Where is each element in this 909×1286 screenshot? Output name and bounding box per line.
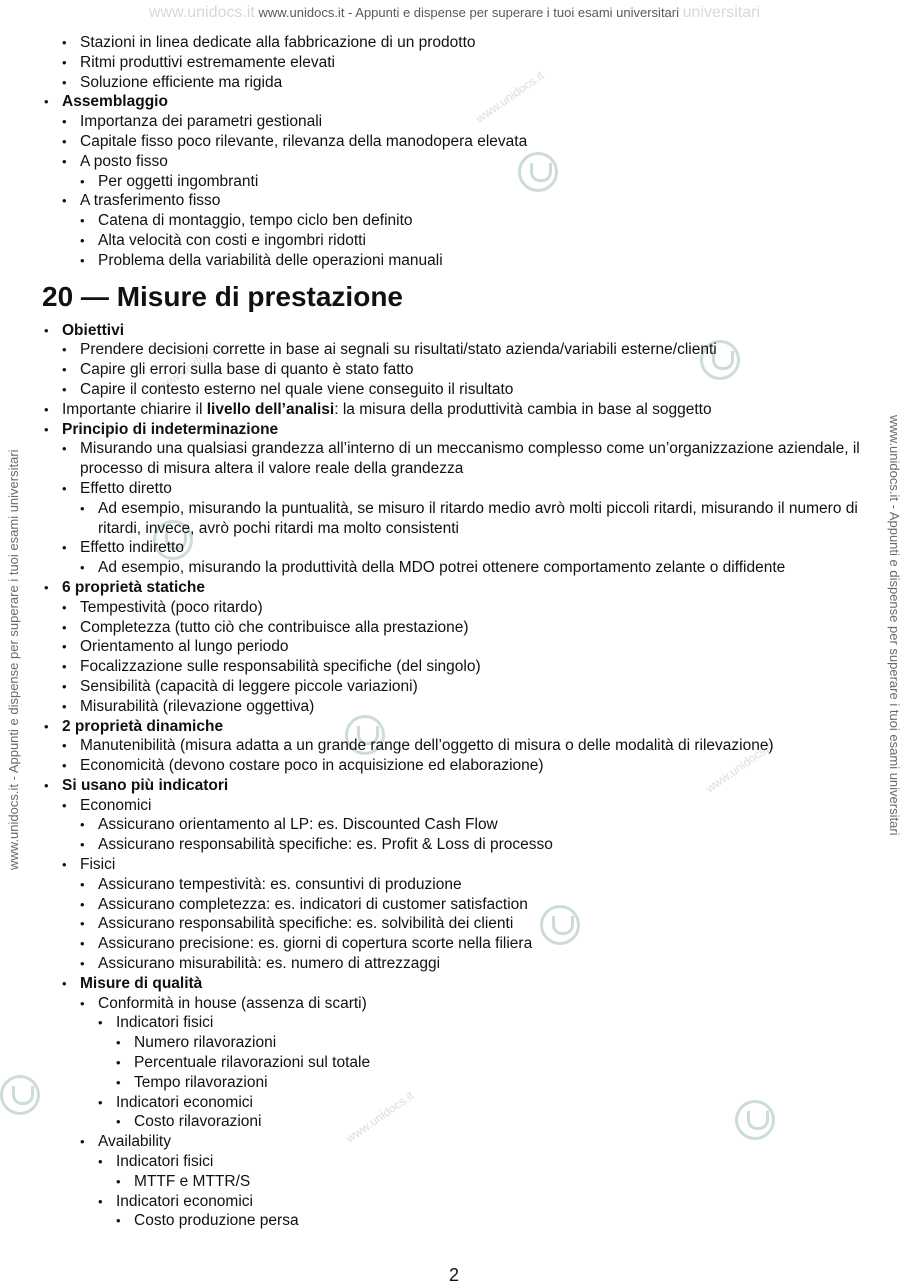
list-item-text: Economicità (devono costare poco in acquisizione ed elaborazione) xyxy=(80,757,544,775)
list-item xyxy=(42,420,882,440)
main-bullet-list xyxy=(42,321,882,1232)
list-item xyxy=(42,172,882,192)
list-item-text: Ritmi produttivi estremamente elevati xyxy=(80,53,335,71)
list-item-text: Ad esempio, misurando la produttività della MDO potrei ottenere comportamento zelante o diffidente xyxy=(98,559,786,577)
list-item xyxy=(42,618,882,638)
list-item-text: Numero rilavorazioni xyxy=(134,1034,277,1052)
list-item xyxy=(42,1053,882,1073)
list-item-text: Assicurano orientamento al LP: es. Discounted Cash Flow xyxy=(98,816,498,834)
list-item-text: Capire il contesto esterno nel quale viene conseguito il risultato xyxy=(80,380,514,398)
list-item xyxy=(42,954,882,974)
watermark-ghost-right: universitari xyxy=(682,4,760,21)
watermark-diagonal: www.unidocs.it xyxy=(703,738,777,796)
list-item xyxy=(42,994,882,1014)
list-item xyxy=(42,1112,882,1132)
document-body xyxy=(42,33,882,1231)
list-item-text: Percentuale rilavorazioni sul totale xyxy=(134,1054,371,1072)
list-item-text: Prendere decisioni corrette in base ai segnali su risultati/stato azienda/variabili esterne/clienti xyxy=(80,341,717,359)
list-item xyxy=(42,736,882,756)
list-item-text: Importante chiarire il xyxy=(62,400,207,418)
list-item xyxy=(42,340,882,360)
list-item xyxy=(42,637,882,657)
list-item-text: A trasferimento fisso xyxy=(80,192,221,210)
list-item-text: Assicurano misurabilità: es. numero di attrezzaggi xyxy=(98,955,441,973)
watermark-diagonal: www.unidocs.it xyxy=(343,1088,417,1146)
list-item xyxy=(42,479,882,499)
list-item-text: Tempo rilavorazioni xyxy=(134,1073,268,1091)
list-item-text: Misurando una qualsiasi grandezza all’interno di un meccanismo complesso come un’organizzazione aziendale, il processo di misura altera il valore reale della grandezza xyxy=(80,440,860,478)
list-item xyxy=(42,33,882,53)
list-item xyxy=(42,776,882,796)
list-item-text: Economici xyxy=(80,796,152,814)
watermark-header xyxy=(0,4,909,22)
list-item xyxy=(42,657,882,677)
list-item xyxy=(42,558,882,578)
list-item-text: Indicatori economici xyxy=(116,1192,253,1210)
list-item xyxy=(42,132,882,152)
list-item xyxy=(42,211,882,231)
list-item-text: Effetto indiretto xyxy=(80,539,184,557)
list-item-text: Orientamento al lungo periodo xyxy=(80,638,289,656)
list-item-text: Fisici xyxy=(80,856,116,874)
list-item xyxy=(42,677,882,697)
list-item xyxy=(42,538,882,558)
list-item xyxy=(42,251,882,271)
list-item xyxy=(42,914,882,934)
list-item-text: 2 proprietà dinamiche xyxy=(62,717,224,735)
list-item xyxy=(42,400,882,420)
list-item xyxy=(42,835,882,855)
list-item-text: Indicatori economici xyxy=(116,1093,253,1111)
list-item xyxy=(42,717,882,737)
list-item xyxy=(42,1033,882,1053)
list-item-text: Conformità in house (assenza di scarti) xyxy=(98,994,367,1012)
list-item-text: Focalizzazione sulle responsabilità specifiche (del singolo) xyxy=(80,658,481,676)
list-item-text: Availability xyxy=(98,1133,171,1151)
list-item-text: Catena di montaggio, tempo ciclo ben definito xyxy=(98,212,413,230)
list-item xyxy=(42,895,882,915)
watermark-diagonal: www.unidocs.it xyxy=(153,338,227,396)
page-number: 2 xyxy=(449,1265,460,1285)
list-item-text: Assicurano responsabilità specifiche: es. solvibilità dei clienti xyxy=(98,915,514,933)
list-item xyxy=(42,598,882,618)
watermark-diagonal: www.unidocs.it xyxy=(473,68,547,126)
list-item xyxy=(42,1192,882,1212)
list-item xyxy=(42,974,882,994)
list-item-text: Assicurano responsabilità specifiche: es. Profit & Loss di processo xyxy=(98,836,553,854)
list-item-text: MTTF e MTTR/S xyxy=(134,1172,251,1190)
list-item xyxy=(42,1132,882,1152)
top-bullet-list xyxy=(42,33,882,271)
list-item xyxy=(42,1013,882,1033)
list-item-text: Assicurano completezza: es. indicatori di customer satisfaction xyxy=(98,895,528,913)
list-item-text: Principio di indeterminazione xyxy=(62,420,279,438)
list-item-text: Capire gli errori sulla base di quanto è stato fatto xyxy=(80,361,414,379)
list-item-text: 6 proprietà statiche xyxy=(62,578,205,596)
list-item-text: Assemblaggio xyxy=(62,93,168,111)
section-title: 20 — Misure di prestazione xyxy=(42,280,403,312)
list-item-text: Alta velocità con costi e ingombri ridotti xyxy=(98,231,366,249)
list-item xyxy=(42,855,882,875)
list-item xyxy=(42,934,882,954)
list-item xyxy=(42,92,882,112)
watermark-side-left: www.unidocs.it - Appunti e dispense per superare i tuoi esami universitari xyxy=(6,449,21,870)
list-item xyxy=(42,380,882,400)
watermark-header-text: www.unidocs.it - Appunti e dispense per superare i tuoi esami universitari xyxy=(258,5,679,20)
list-item xyxy=(42,697,882,717)
list-item-text: Completezza (tutto ciò che contribuisce alla prestazione) xyxy=(80,618,469,636)
list-item xyxy=(42,1093,882,1113)
list-item-text: Per oggetti ingombranti xyxy=(98,172,259,190)
watermark-ghost-left: www.unidocs.it xyxy=(149,4,255,21)
list-item xyxy=(42,152,882,172)
list-item-text: Sensibilità (capacità di leggere piccole variazioni) xyxy=(80,677,418,695)
list-item-text: Obiettivi xyxy=(62,321,125,339)
list-item xyxy=(42,578,882,598)
list-item xyxy=(42,360,882,380)
list-item-text: Costo produzione persa xyxy=(134,1212,299,1230)
list-item xyxy=(42,499,882,539)
list-item xyxy=(42,815,882,835)
list-item xyxy=(42,875,882,895)
list-item-text: Capitale fisso poco rilevante, rilevanza della manodopera elevata xyxy=(80,132,528,150)
list-item-text: Indicatori fisici xyxy=(116,1153,214,1171)
list-item xyxy=(42,1152,882,1172)
list-item xyxy=(42,1172,882,1192)
list-item-text: Problema della variabilità delle operazioni manuali xyxy=(98,251,443,269)
list-item-text: Effetto diretto xyxy=(80,479,172,497)
list-item-text: Soluzione efficiente ma rigida xyxy=(80,73,283,91)
list-item xyxy=(42,439,882,479)
watermark-side-right: www.unidocs.it - Appunti e dispense per superare i tuoi esami universitari xyxy=(887,415,902,836)
list-item xyxy=(42,191,882,211)
list-item xyxy=(42,796,882,816)
list-item xyxy=(42,1211,882,1231)
list-item-text: Costo rilavorazioni xyxy=(134,1113,262,1131)
list-item-text: : la misura della produttività cambia in base al soggetto xyxy=(334,400,712,418)
list-item-text: Ad esempio, misurando la puntualità, se misuro il ritardo medio avrò molti piccoli ritardi, misurando il numero di ritardi, invece, avrò pochi ritardi ma molto consistenti xyxy=(98,499,858,537)
list-item-emphasis: livello dell’analisi xyxy=(206,400,335,418)
list-item-text: A posto fisso xyxy=(80,152,168,170)
list-item-text: Indicatori fisici xyxy=(116,1014,214,1032)
list-item-text: Misure di qualità xyxy=(80,974,203,992)
list-item xyxy=(42,73,882,93)
list-item xyxy=(42,321,882,341)
list-item-text: Manutenibilità (misura adatta a un grande range dell’oggetto di misura o delle modalità di rilevazione) xyxy=(80,737,774,755)
list-item-text: Importanza dei parametri gestionali xyxy=(80,113,323,131)
list-item-text: Tempestività (poco ritardo) xyxy=(80,598,263,616)
list-item-text: Si usano più indicatori xyxy=(62,776,229,794)
unidocs-logo xyxy=(0,1075,40,1115)
list-item xyxy=(42,231,882,251)
list-item xyxy=(42,112,882,132)
list-item xyxy=(42,1073,882,1093)
list-item xyxy=(42,756,882,776)
list-item-text: Stazioni in linea dedicate alla fabbricazione di un prodotto xyxy=(80,34,476,51)
list-item-text: Assicurano tempestività: es. consuntivi di produzione xyxy=(98,875,462,893)
list-item-text: Assicurano precisione: es. giorni di copertura scorte nella filiera xyxy=(98,935,533,953)
list-item xyxy=(42,53,882,73)
list-item-text: Misurabilità (rilevazione oggettiva) xyxy=(80,697,315,715)
